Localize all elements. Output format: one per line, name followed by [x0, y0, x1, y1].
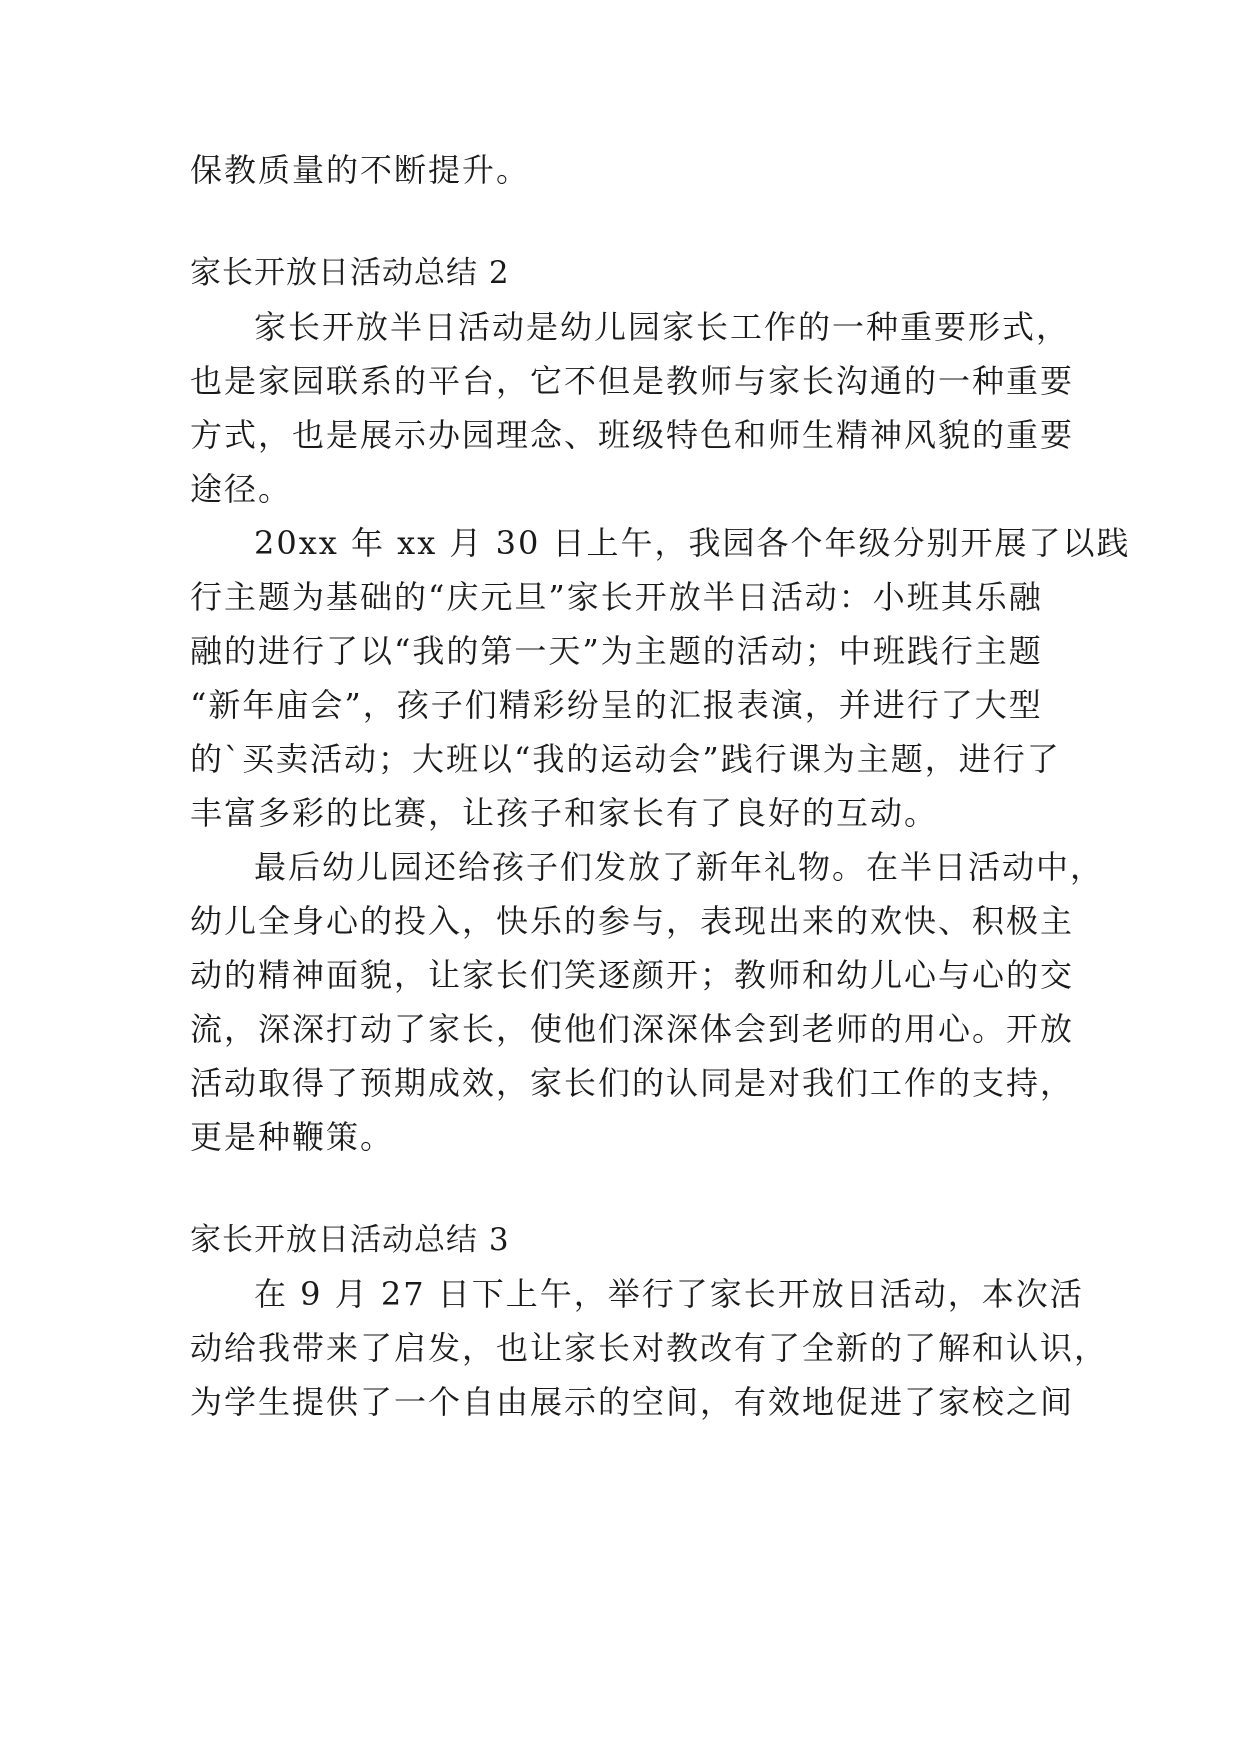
paragraph-line: 家长开放半日活动是幼儿园家长工作的一种重要形式，: [254, 308, 1071, 346]
paragraph-line: 20xx 年 xx 月 30 日上午，我园各个年级分别开展了以践: [254, 524, 1131, 562]
paragraph-line: 也是家园联系的平台，它不但是教师与家长沟通的一种重要: [190, 362, 1075, 400]
paragraph-line: 行主题为基础的“庆元旦”家长开放半日活动：小班其乐融: [190, 578, 1043, 616]
paragraph-line: 最后幼儿园还给孩子们发放了新年礼物。在半日活动中，: [254, 848, 1105, 886]
paragraph-line: “新年庙会”，孩子们精彩纷呈的汇报表演，并进行了大型: [190, 686, 1043, 724]
paragraph-line: 更是种鞭策。: [190, 1118, 395, 1156]
paragraph-line: 幼儿全身心的投入，快乐的参与，表现出来的欢快、积极主: [190, 902, 1075, 940]
paragraph-line: 的`买卖活动；大班以“我的运动会”践行课为主题，进行了: [190, 740, 1061, 778]
section-heading: 家长开放日活动总结 2: [190, 255, 510, 291]
paragraph-line: 保教质量的不断提升。: [190, 151, 531, 189]
paragraph-line: 动给我带来了启发，也让家长对教改有了全新的了解和认识，: [190, 1329, 1109, 1367]
section-heading: 家长开放日活动总结 3: [190, 1222, 510, 1258]
paragraph-line: 丰富多彩的比赛，让孩子和家长有了良好的互动。: [190, 794, 939, 832]
paragraph-line: 融的进行了以“我的第一天”为主题的活动；中班践行主题: [190, 632, 1043, 670]
paragraph-line: 方式，也是展示办园理念、班级特色和师生精神风貌的重要: [190, 416, 1075, 454]
paragraph-line: 在 9 月 27 日下上午，举行了家长开放日活动，本次活: [254, 1275, 1084, 1313]
paragraph-line: 活动取得了预期成效，家长们的认同是对我们工作的支持，: [190, 1064, 1075, 1102]
paragraph-line: 为学生提供了一个自由展示的空间，有效地促进了家校之间: [190, 1383, 1075, 1421]
paragraph-line: 动的精神面貌，让家长们笑逐颜开；教师和幼儿心与心的交: [190, 956, 1075, 994]
paragraph-line: 流，深深打动了家长，使他们深深体会到老师的用心。开放: [190, 1010, 1075, 1048]
paragraph-line: 途径。: [190, 470, 293, 508]
